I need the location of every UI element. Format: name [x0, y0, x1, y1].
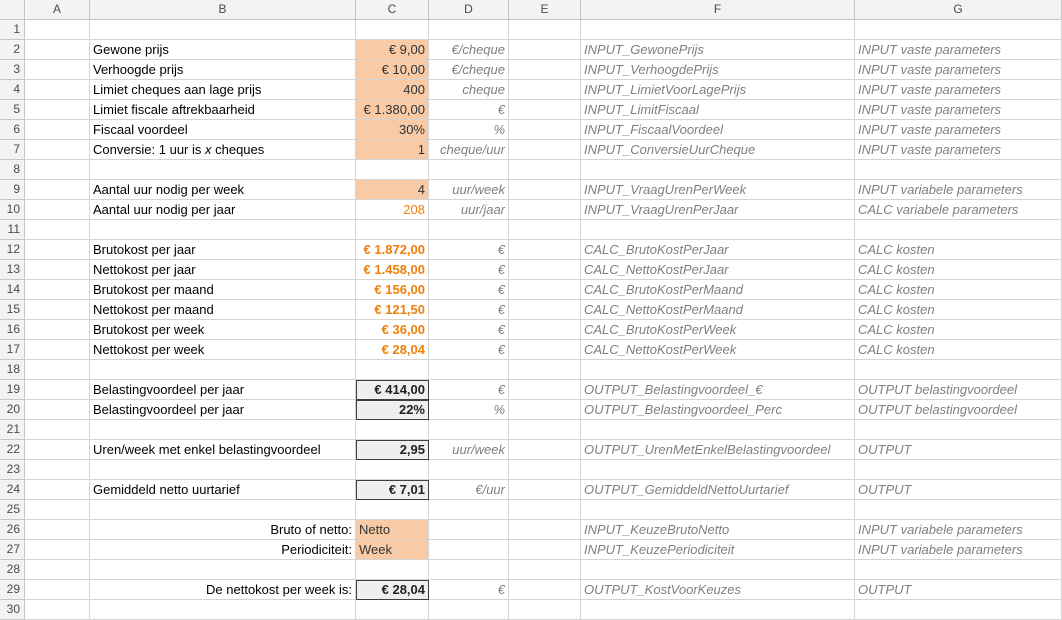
- cell-A25[interactable]: [25, 500, 90, 520]
- row-header-2[interactable]: 2: [0, 40, 25, 60]
- cell-text: cheques: [211, 142, 265, 157]
- row-header-20[interactable]: 20: [0, 400, 25, 420]
- cell-G16[interactable]: CALC kosten: [855, 320, 1062, 340]
- cell-G30[interactable]: [855, 600, 1062, 620]
- cell-D10[interactable]: uur/jaar: [429, 200, 509, 220]
- cell-E2[interactable]: [509, 40, 581, 60]
- cell-F6[interactable]: INPUT_FiscaalVoordeel: [581, 120, 855, 140]
- cell-B27[interactable]: Periodiciteit:: [90, 540, 356, 560]
- cell-text: Conversie: 1 uur is: [93, 142, 205, 157]
- cell-B7[interactable]: [90, 140, 356, 160]
- cell-G9[interactable]: INPUT variabele parameters: [855, 180, 1062, 200]
- cell-C11[interactable]: [356, 220, 429, 240]
- cell-C29[interactable]: € 28,04: [356, 580, 429, 600]
- cell-A27[interactable]: [25, 540, 90, 560]
- cell-E18[interactable]: [509, 360, 581, 380]
- cell-A17[interactable]: [25, 340, 90, 360]
- cell-C20[interactable]: 22%: [356, 400, 429, 420]
- cell-D30[interactable]: [429, 600, 509, 620]
- column-header-b[interactable]: B: [90, 0, 356, 20]
- cell-F12[interactable]: CALC_BrutoKostPerJaar: [581, 240, 855, 260]
- cell-E5[interactable]: [509, 100, 581, 120]
- cell-C27[interactable]: Week: [356, 540, 429, 560]
- row-header-12[interactable]: 12: [0, 240, 25, 260]
- cell-D29[interactable]: €: [429, 580, 509, 600]
- cell-G1[interactable]: [855, 20, 1062, 40]
- cell-A14[interactable]: [25, 280, 90, 300]
- cell-C14[interactable]: € 156,00: [356, 280, 429, 300]
- cell-D3[interactable]: €/cheque: [429, 60, 509, 80]
- cell-D18[interactable]: [429, 360, 509, 380]
- cell-G8[interactable]: [855, 160, 1062, 180]
- cell-G14[interactable]: CALC kosten: [855, 280, 1062, 300]
- cell-D8[interactable]: [429, 160, 509, 180]
- cell-D21[interactable]: [429, 420, 509, 440]
- cell-G22[interactable]: OUTPUT: [855, 440, 1062, 460]
- cell-B6[interactable]: Fiscaal voordeel: [90, 120, 356, 140]
- cell-B28[interactable]: [90, 560, 356, 580]
- cell-E11[interactable]: [509, 220, 581, 240]
- cell-E29[interactable]: [509, 580, 581, 600]
- column-header-g[interactable]: G: [855, 0, 1062, 20]
- cell-A9[interactable]: [25, 180, 90, 200]
- cell-C8[interactable]: [356, 160, 429, 180]
- cell-E14[interactable]: [509, 280, 581, 300]
- cell-E17[interactable]: [509, 340, 581, 360]
- cell-A1[interactable]: [25, 20, 90, 40]
- row-header-22[interactable]: 22: [0, 440, 25, 460]
- cell-B8[interactable]: [90, 160, 356, 180]
- cell-B29[interactable]: De nettokost per week is:: [90, 580, 356, 600]
- cell-C15[interactable]: € 121,50: [356, 300, 429, 320]
- row-header-13[interactable]: 13: [0, 260, 25, 280]
- cell-E28[interactable]: [509, 560, 581, 580]
- cell-D12[interactable]: €: [429, 240, 509, 260]
- row-header-26[interactable]: 26: [0, 520, 25, 540]
- cell-B22[interactable]: Uren/week met enkel belastingvoordeel: [90, 440, 356, 460]
- cell-G23[interactable]: [855, 460, 1062, 480]
- cell-B21[interactable]: [90, 420, 356, 440]
- row-header-9[interactable]: 9: [0, 180, 25, 200]
- cell-B25[interactable]: [90, 500, 356, 520]
- cell-A2[interactable]: [25, 40, 90, 60]
- row-header-11[interactable]: 11: [0, 220, 25, 240]
- cell-D26[interactable]: [429, 520, 509, 540]
- cell-F29[interactable]: OUTPUT_KostVoorKeuzes: [581, 580, 855, 600]
- row-header-1[interactable]: 1: [0, 20, 25, 40]
- cell-C9[interactable]: 4: [356, 180, 429, 200]
- cell-C7[interactable]: 1: [356, 140, 429, 160]
- cell-D4[interactable]: cheque: [429, 80, 509, 100]
- cell-C26[interactable]: Netto: [356, 520, 429, 540]
- cell-G19[interactable]: OUTPUT belastingvoordeel: [855, 380, 1062, 400]
- cell-F23[interactable]: [581, 460, 855, 480]
- cell-C22[interactable]: 2,95: [356, 440, 429, 460]
- cell-E7[interactable]: [509, 140, 581, 160]
- cell-F30[interactable]: [581, 600, 855, 620]
- cell-A11[interactable]: [25, 220, 90, 240]
- cell-G12[interactable]: CALC kosten: [855, 240, 1062, 260]
- cell-F27[interactable]: INPUT_KeuzePeriodiciteit: [581, 540, 855, 560]
- cell-G29[interactable]: OUTPUT: [855, 580, 1062, 600]
- cell-G26[interactable]: INPUT variabele parameters: [855, 520, 1062, 540]
- column-header-a[interactable]: A: [25, 0, 90, 20]
- cell-B1[interactable]: [90, 20, 356, 40]
- select-all-corner[interactable]: [0, 0, 25, 20]
- cell-F15[interactable]: CALC_NettoKostPerMaand: [581, 300, 855, 320]
- row-header-10[interactable]: 10: [0, 200, 25, 220]
- cell-A28[interactable]: [25, 560, 90, 580]
- cell-A24[interactable]: [25, 480, 90, 500]
- row-header-24[interactable]: 24: [0, 480, 25, 500]
- cell-B12[interactable]: Brutokost per jaar: [90, 240, 356, 260]
- cell-C23[interactable]: [356, 460, 429, 480]
- cell-F14[interactable]: CALC_BrutoKostPerMaand: [581, 280, 855, 300]
- cell-F16[interactable]: CALC_BrutoKostPerWeek: [581, 320, 855, 340]
- cell-G17[interactable]: CALC kosten: [855, 340, 1062, 360]
- cell-F4[interactable]: INPUT_LimietVoorLagePrijs: [581, 80, 855, 100]
- cell-E1[interactable]: [509, 20, 581, 40]
- cell-E27[interactable]: [509, 540, 581, 560]
- cell-C25[interactable]: [356, 500, 429, 520]
- row-header-17[interactable]: 17: [0, 340, 25, 360]
- cell-F25[interactable]: [581, 500, 855, 520]
- row-header-6[interactable]: 6: [0, 120, 25, 140]
- row-header-16[interactable]: 16: [0, 320, 25, 340]
- cell-A5[interactable]: [25, 100, 90, 120]
- cell-E23[interactable]: [509, 460, 581, 480]
- cell-E10[interactable]: [509, 200, 581, 220]
- cell-C12[interactable]: € 1.872,00: [356, 240, 429, 260]
- cell-G6[interactable]: INPUT vaste parameters: [855, 120, 1062, 140]
- cell-F5[interactable]: INPUT_LimitFiscaal: [581, 100, 855, 120]
- cell-D2[interactable]: €/cheque: [429, 40, 509, 60]
- cell-G21[interactable]: [855, 420, 1062, 440]
- cell-F28[interactable]: [581, 560, 855, 580]
- cell-A18[interactable]: [25, 360, 90, 380]
- cell-B23[interactable]: [90, 460, 356, 480]
- cell-E24[interactable]: [509, 480, 581, 500]
- row-header-28[interactable]: 28: [0, 560, 25, 580]
- cell-E12[interactable]: [509, 240, 581, 260]
- cell-G20[interactable]: OUTPUT belastingvoordeel: [855, 400, 1062, 420]
- column-header-d[interactable]: D: [429, 0, 509, 20]
- row-header-5[interactable]: 5: [0, 100, 25, 120]
- column-header-e[interactable]: E: [509, 0, 581, 20]
- cell-G27[interactable]: INPUT variabele parameters: [855, 540, 1062, 560]
- cell-B17[interactable]: Nettokost per week: [90, 340, 356, 360]
- cell-F9[interactable]: INPUT_VraagUrenPerWeek: [581, 180, 855, 200]
- cell-D1[interactable]: [429, 20, 509, 40]
- cell-B13[interactable]: Nettokost per jaar: [90, 260, 356, 280]
- row-header-23[interactable]: 23: [0, 460, 25, 480]
- cell-B16[interactable]: Brutokost per week: [90, 320, 356, 340]
- row-header-27[interactable]: 27: [0, 540, 25, 560]
- cell-F1[interactable]: [581, 20, 855, 40]
- cell-G28[interactable]: [855, 560, 1062, 580]
- cell-D16[interactable]: €: [429, 320, 509, 340]
- cell-C28[interactable]: [356, 560, 429, 580]
- cell-A22[interactable]: [25, 440, 90, 460]
- cell-F19[interactable]: OUTPUT_Belastingvoordeel_€: [581, 380, 855, 400]
- row-header-29[interactable]: 29: [0, 580, 25, 600]
- cell-C5[interactable]: € 1.380,00: [356, 100, 429, 120]
- cell-G3[interactable]: INPUT vaste parameters: [855, 60, 1062, 80]
- cell-B9[interactable]: Aantal uur nodig per week: [90, 180, 356, 200]
- cell-D20[interactable]: %: [429, 400, 509, 420]
- cell-F17[interactable]: CALC_NettoKostPerWeek: [581, 340, 855, 360]
- cell-D6[interactable]: %: [429, 120, 509, 140]
- cell-E20[interactable]: [509, 400, 581, 420]
- cell-C16[interactable]: € 36,00: [356, 320, 429, 340]
- cell-D7[interactable]: cheque/uur: [429, 140, 509, 160]
- cell-A19[interactable]: [25, 380, 90, 400]
- cell-C4[interactable]: 400: [356, 80, 429, 100]
- cell-G5[interactable]: INPUT vaste parameters: [855, 100, 1062, 120]
- row-header-19[interactable]: 19: [0, 380, 25, 400]
- row-header-15[interactable]: 15: [0, 300, 25, 320]
- column-header-f[interactable]: F: [581, 0, 855, 20]
- cell-A21[interactable]: [25, 420, 90, 440]
- cell-E26[interactable]: [509, 520, 581, 540]
- cell-E21[interactable]: [509, 420, 581, 440]
- cell-G18[interactable]: [855, 360, 1062, 380]
- cell-F2[interactable]: INPUT_GewonePrijs: [581, 40, 855, 60]
- cell-F3[interactable]: INPUT_VerhoogdePrijs: [581, 60, 855, 80]
- cell-B26[interactable]: Bruto of netto:: [90, 520, 356, 540]
- cell-F24[interactable]: OUTPUT_GemiddeldNettoUurtarief: [581, 480, 855, 500]
- cell-B20[interactable]: Belastingvoordeel per jaar: [90, 400, 356, 420]
- cell-E3[interactable]: [509, 60, 581, 80]
- cell-B15[interactable]: Nettokost per maand: [90, 300, 356, 320]
- cell-A13[interactable]: [25, 260, 90, 280]
- cell-E9[interactable]: [509, 180, 581, 200]
- cell-C1[interactable]: [356, 20, 429, 40]
- cell-G25[interactable]: [855, 500, 1062, 520]
- cell-B4[interactable]: Limiet cheques aan lage prijs: [90, 80, 356, 100]
- cell-F20[interactable]: OUTPUT_Belastingvoordeel_Perc: [581, 400, 855, 420]
- cell-D27[interactable]: [429, 540, 509, 560]
- cell-C21[interactable]: [356, 420, 429, 440]
- cell-A8[interactable]: [25, 160, 90, 180]
- cell-D28[interactable]: [429, 560, 509, 580]
- cell-F22[interactable]: OUTPUT_UrenMetEnkelBelastingvoordeel: [581, 440, 855, 460]
- cell-D9[interactable]: uur/week: [429, 180, 509, 200]
- cell-E30[interactable]: [509, 600, 581, 620]
- row-header-25[interactable]: 25: [0, 500, 25, 520]
- cell-D5[interactable]: €: [429, 100, 509, 120]
- cell-G24[interactable]: OUTPUT: [855, 480, 1062, 500]
- cell-D15[interactable]: €: [429, 300, 509, 320]
- cell-D23[interactable]: [429, 460, 509, 480]
- row-header-7[interactable]: 7: [0, 140, 25, 160]
- cell-B5[interactable]: Limiet fiscale aftrekbaarheid: [90, 100, 356, 120]
- cell-F18[interactable]: [581, 360, 855, 380]
- cell-C13[interactable]: € 1.458,00: [356, 260, 429, 280]
- cell-B11[interactable]: [90, 220, 356, 240]
- cell-A15[interactable]: [25, 300, 90, 320]
- cell-F10[interactable]: INPUT_VraagUrenPerJaar: [581, 200, 855, 220]
- cell-A29[interactable]: [25, 580, 90, 600]
- cell-F8[interactable]: [581, 160, 855, 180]
- row-header-3[interactable]: 3: [0, 60, 25, 80]
- cell-F7[interactable]: INPUT_ConversieUurCheque: [581, 140, 855, 160]
- cell-C19[interactable]: € 414,00: [356, 380, 429, 400]
- cell-D22[interactable]: uur/week: [429, 440, 509, 460]
- cell-E22[interactable]: [509, 440, 581, 460]
- row-header-30[interactable]: 30: [0, 600, 25, 620]
- cell-E8[interactable]: [509, 160, 581, 180]
- cell-E25[interactable]: [509, 500, 581, 520]
- cell-A10[interactable]: [25, 200, 90, 220]
- cell-C17[interactable]: € 28,04: [356, 340, 429, 360]
- cell-G2[interactable]: INPUT vaste parameters: [855, 40, 1062, 60]
- cell-G7[interactable]: INPUT vaste parameters: [855, 140, 1062, 160]
- cell-B18[interactable]: [90, 360, 356, 380]
- column-header-c[interactable]: C: [356, 0, 429, 20]
- cell-A3[interactable]: [25, 60, 90, 80]
- row-header-14[interactable]: 14: [0, 280, 25, 300]
- cell-F26[interactable]: INPUT_KeuzeBrutoNetto: [581, 520, 855, 540]
- cell-E15[interactable]: [509, 300, 581, 320]
- cell-C3[interactable]: € 10,00: [356, 60, 429, 80]
- cell-A4[interactable]: [25, 80, 90, 100]
- cell-C30[interactable]: [356, 600, 429, 620]
- cell-D19[interactable]: €: [429, 380, 509, 400]
- cell-E19[interactable]: [509, 380, 581, 400]
- cell-B30[interactable]: [90, 600, 356, 620]
- cell-F13[interactable]: CALC_NettoKostPerJaar: [581, 260, 855, 280]
- cell-D17[interactable]: €: [429, 340, 509, 360]
- cell-C24[interactable]: € 7,01: [356, 480, 429, 500]
- cell-D11[interactable]: [429, 220, 509, 240]
- cell-F21[interactable]: [581, 420, 855, 440]
- cell-B2[interactable]: Gewone prijs: [90, 40, 356, 60]
- cell-G13[interactable]: CALC kosten: [855, 260, 1062, 280]
- cell-C6[interactable]: 30%: [356, 120, 429, 140]
- cell-E6[interactable]: [509, 120, 581, 140]
- cell-E16[interactable]: [509, 320, 581, 340]
- cell-D24[interactable]: €/uur: [429, 480, 509, 500]
- row-header-18[interactable]: 18: [0, 360, 25, 380]
- cell-G15[interactable]: CALC kosten: [855, 300, 1062, 320]
- cell-B10[interactable]: Aantal uur nodig per jaar: [90, 200, 356, 220]
- cell-F11[interactable]: [581, 220, 855, 240]
- cell-G11[interactable]: [855, 220, 1062, 240]
- cell-A12[interactable]: [25, 240, 90, 260]
- row-header-21[interactable]: 21: [0, 420, 25, 440]
- cell-D13[interactable]: €: [429, 260, 509, 280]
- cell-C2[interactable]: € 9,00: [356, 40, 429, 60]
- cell-G10[interactable]: CALC variabele parameters: [855, 200, 1062, 220]
- cell-A30[interactable]: [25, 600, 90, 620]
- cell-B3[interactable]: Verhoogde prijs: [90, 60, 356, 80]
- cell-A26[interactable]: [25, 520, 90, 540]
- cell-B19[interactable]: Belastingvoordeel per jaar: [90, 380, 356, 400]
- cell-B14[interactable]: Brutokost per maand: [90, 280, 356, 300]
- cell-E4[interactable]: [509, 80, 581, 100]
- cell-text-variable: x: [205, 142, 212, 157]
- cell-A6[interactable]: [25, 120, 90, 140]
- cell-E13[interactable]: [509, 260, 581, 280]
- cell-A23[interactable]: [25, 460, 90, 480]
- cell-D14[interactable]: €: [429, 280, 509, 300]
- cell-A20[interactable]: [25, 400, 90, 420]
- cell-B24[interactable]: Gemiddeld netto uurtarief: [90, 480, 356, 500]
- cell-C18[interactable]: [356, 360, 429, 380]
- row-header-8[interactable]: 8: [0, 160, 25, 180]
- cell-D25[interactable]: [429, 500, 509, 520]
- cell-G4[interactable]: INPUT vaste parameters: [855, 80, 1062, 100]
- row-header-4[interactable]: 4: [0, 80, 25, 100]
- cell-A16[interactable]: [25, 320, 90, 340]
- cell-C10[interactable]: 208: [356, 200, 429, 220]
- cell-A7[interactable]: [25, 140, 90, 160]
